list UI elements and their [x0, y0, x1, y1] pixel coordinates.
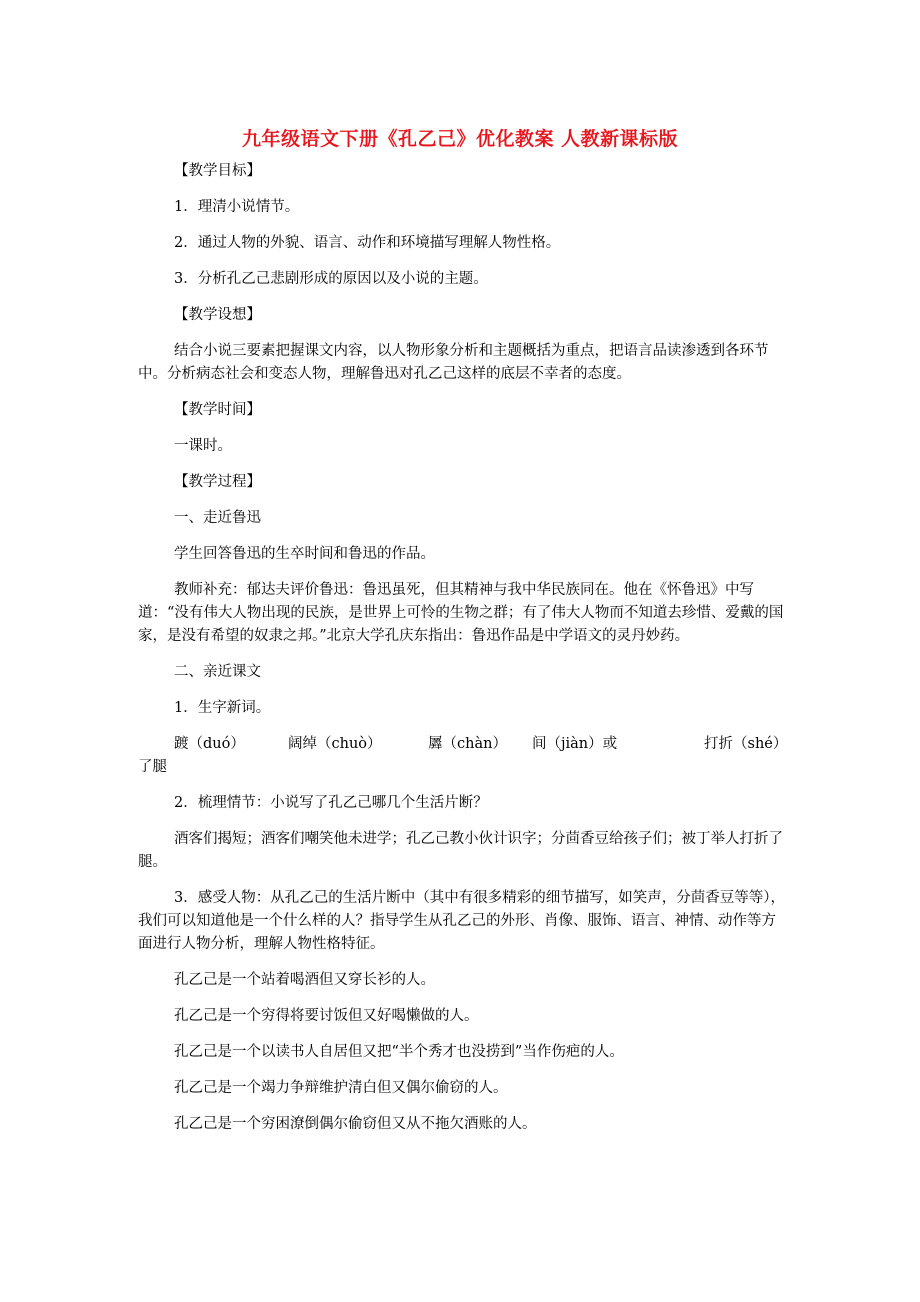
goals-heading: 【教学目标】 [174, 163, 261, 179]
vocab-word-tail: 了腿 [138, 759, 167, 775]
vocab-word: 间（jiàn）或 [532, 736, 618, 752]
goal-item: 2．通过人物的外貌、语言、动作和环境描写理解人物性格。 [174, 235, 561, 251]
part1-question: 学生回答鲁迅的生卒时间和鲁迅的作品。 [174, 546, 435, 562]
document-title: 九年级语文下册《孔乙己》优化教案 人教新课标版 [241, 128, 679, 150]
design-heading: 【教学设想】 [174, 307, 261, 323]
vocab-word: 打折（shé） [704, 736, 788, 752]
part2-heading: 二、亲近课文 [174, 664, 261, 680]
time-heading: 【教学时间】 [174, 402, 261, 418]
part1-heading: 一、走近鲁迅 [174, 510, 261, 526]
design-paragraph: 结合小说三要素把握课文内容，以人物形象分析和主题概括为重点，把语言品读渗透到各环节中。分析病态社会和变态人物，理解鲁迅对孔乙己这样的底层不幸者的态度。 [138, 343, 769, 382]
trait-line: 孔乙己是一个以读书人自居但又把“半个秀才也没捞到”当作伤疤的人。 [174, 1044, 624, 1060]
trait-line: 孔乙己是一个穷得将要讨饭但又好喝懒做的人。 [174, 1008, 479, 1024]
trait-line: 孔乙己是一个穷困潦倒偶尔偷窃但又从不拖欠酒账的人。 [174, 1116, 537, 1132]
document-body [138, 160, 788, 1149]
time-paragraph: 一课时。 [174, 438, 232, 454]
goal-item: 1．理清小说情节。 [174, 199, 300, 215]
vocab-heading: 1．生字新词。 [174, 700, 271, 716]
goal-item: 3．分析孔乙己悲剧形成的原因以及小说的主题。 [174, 271, 488, 287]
character-paragraph: 3．感受人物：从孔乙己的生活片断中（其中有很多精彩的细节描写，如笑声，分茴香豆等等），我们可以知道他是一个什么样的人？指导学生从孔乙己的外形、肖像、服饰、语言、神情、动作等方面进行人物分析，理解人物性格特征。 [138, 890, 785, 952]
trait-line: 孔乙己是一个竭力争辩维护清白但又偶尔偷窃的人。 [174, 1080, 508, 1096]
plot-heading: 2．梳理情节：小说写了孔乙己哪几个生活片断？ [174, 795, 488, 811]
plot-paragraph: 酒客们揭短；酒客们嘲笑他未进学；孔乙己教小伙计识字；分茴香豆给孩子们；被丁举人打折了腿。 [138, 831, 783, 870]
part1-supplement: 教师补充：郁达夫评价鲁迅：鲁迅虽死，但其精神与我中华民族同在。他在《怀鲁迅》中写道：“没有伟大人物出现的民族，是世界上可怜的生物之群；有了伟大人物而不知道去珍惜、爱戴的国家，是没有希望的奴隶之邦。”北京大学孔庆东指出：鲁迅作品是中学语文的灵丹妙药。 [138, 582, 784, 644]
vocab-word: 阔绰（chuò） [288, 736, 382, 752]
process-heading: 【教学过程】 [174, 474, 261, 490]
trait-line: 孔乙己是一个站着喝酒但又穿长衫的人。 [174, 972, 435, 988]
vocab-word: 羼（chàn） [428, 736, 507, 752]
vocab-word: 踱（duó） [174, 736, 245, 752]
vocab-list [138, 733, 788, 779]
